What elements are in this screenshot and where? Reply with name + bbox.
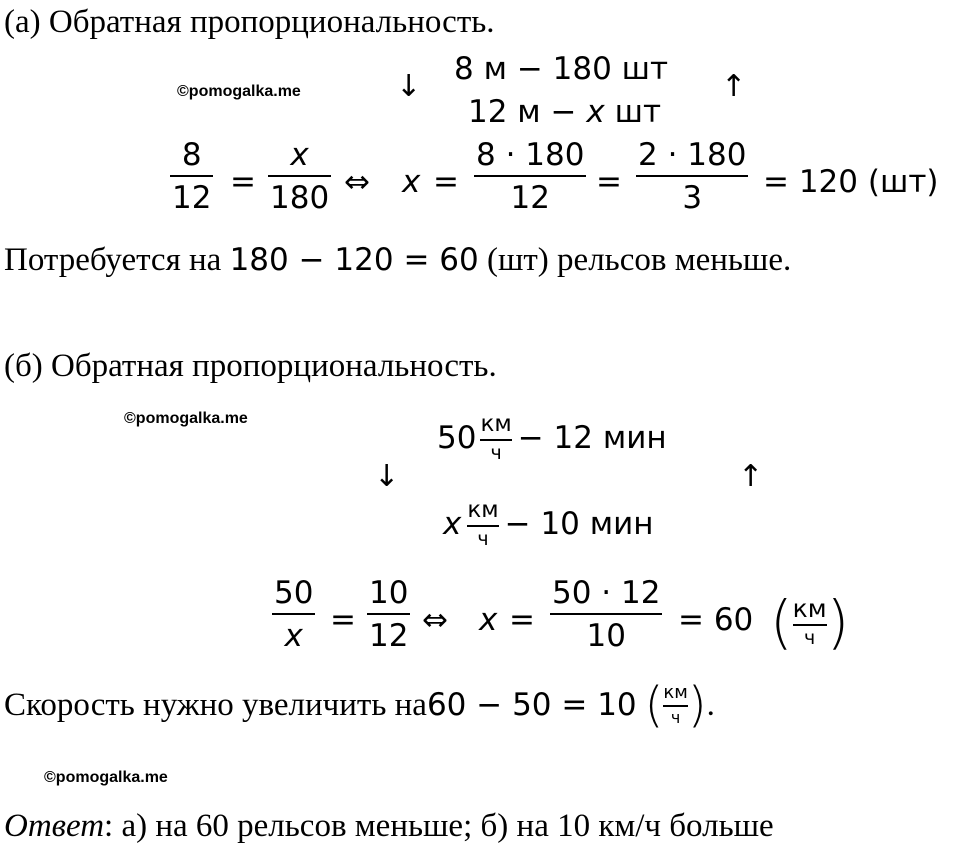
arrow-down-a: ↓ <box>396 69 422 104</box>
fraction-50-x <box>272 575 315 654</box>
unit-kmh <box>467 499 498 549</box>
variable-x: x <box>479 602 498 638</box>
iff-symbol: ⇔ <box>344 164 370 200</box>
conclusion-b <box>4 670 715 740</box>
proportion-row-2 <box>468 94 662 130</box>
row2-suffix: шт <box>604 94 662 130</box>
unit-kmh <box>663 684 687 726</box>
equals-sign: = <box>230 164 256 200</box>
fraction-8-12 <box>170 137 213 216</box>
answer-label: Ответ <box>4 808 105 844</box>
numerator: 10 <box>369 575 409 611</box>
iff-symbol: ⇔ <box>422 602 448 638</box>
unit-numerator: км <box>792 594 827 623</box>
paren-open: ( <box>644 677 664 733</box>
conclusion-end: (шт) рельсов меньше. <box>478 242 792 278</box>
variable-x: x <box>586 94 605 130</box>
denominator: 12 <box>172 180 212 216</box>
numerator: x <box>290 137 309 173</box>
unit-numerator: км <box>663 682 688 703</box>
unit-denominator: ч <box>804 627 816 649</box>
numerator: 8 <box>181 137 202 173</box>
fraction-x-180 <box>268 137 331 216</box>
numerator: 50 <box>274 575 314 611</box>
denominator: 180 <box>270 180 330 216</box>
denominator: x <box>284 618 303 654</box>
numerator: 2 · 180 <box>638 137 747 173</box>
conclusion-end: . <box>706 686 715 723</box>
fraction-bar <box>480 439 511 441</box>
numerator: 50 · 12 <box>552 575 661 611</box>
variable-x: x <box>402 164 421 200</box>
proportion-row-b2 <box>443 478 654 570</box>
equals-sign: = <box>596 164 622 200</box>
paren-close: ) <box>687 677 707 733</box>
variable-x: x <box>443 505 462 542</box>
watermark-b: ©pomogalka.me <box>124 410 248 427</box>
conclusion-text: Скорость нужно увеличить на <box>4 686 427 723</box>
paren-close: ) <box>826 588 850 656</box>
proportion-row-b1 <box>437 392 667 484</box>
unit-numerator: км <box>480 411 512 437</box>
row-b2-suffix: − 10 мин <box>504 505 654 542</box>
result-b: = 60 <box>678 602 754 638</box>
result-a: = 120 (шт) <box>763 164 939 200</box>
conclusion-math: 180 − 120 = 60 <box>229 242 479 278</box>
numerator: 8 · 180 <box>476 137 585 173</box>
answer-text: : а) на 60 рельсов меньше; б) на 10 км/ч больше <box>104 808 774 844</box>
arrow-down-b: ↓ <box>374 459 400 494</box>
equals-sign: = <box>509 602 535 638</box>
fraction-bar <box>663 705 687 707</box>
row-b1-suffix: − 12 мин <box>517 419 667 456</box>
unit-numerator: км <box>467 497 499 523</box>
watermark-bottom: ©pomogalka.me <box>44 769 168 786</box>
paren-open: ( <box>770 588 793 656</box>
unit-kmh <box>480 413 511 463</box>
proportion-row-1: 8 м − 180 шт <box>454 51 669 87</box>
fraction-2x180-3 <box>636 137 748 216</box>
arrow-up-a: ↑ <box>721 69 747 104</box>
unit-denominator: ч <box>477 528 489 550</box>
part-a-heading: (а) Обратная пропорциональность. <box>4 4 495 40</box>
speed-value: 50 <box>437 419 477 456</box>
unit-in-parens <box>770 580 849 664</box>
conclusion-text: Потребуется на <box>4 242 230 278</box>
fraction-bar <box>467 525 498 527</box>
part-b-heading: (б) Обратная пропорциональность. <box>4 348 497 384</box>
conclusion-a <box>4 244 791 277</box>
equals-sign: = <box>330 602 356 638</box>
fraction-bar <box>793 624 827 626</box>
denominator: 12 <box>369 618 409 654</box>
arrow-up-b: ↑ <box>738 459 764 494</box>
watermark-a: ©pomogalka.me <box>177 83 301 100</box>
row2-prefix: 12 м − <box>468 94 587 130</box>
answer-line <box>4 810 774 843</box>
unit-denominator: ч <box>670 708 681 727</box>
unit-kmh <box>793 596 827 648</box>
fraction-10-12 <box>367 575 410 654</box>
conclusion-math: 60 − 50 = 10 <box>426 686 637 723</box>
fraction-50x12-10 <box>550 575 662 654</box>
denominator: 12 <box>510 180 550 216</box>
unit-denominator: ч <box>490 442 502 464</box>
fraction-8x180-12 <box>474 137 586 216</box>
denominator: 10 <box>586 618 626 654</box>
denominator: 3 <box>682 180 703 216</box>
equals-sign: = <box>433 164 459 200</box>
